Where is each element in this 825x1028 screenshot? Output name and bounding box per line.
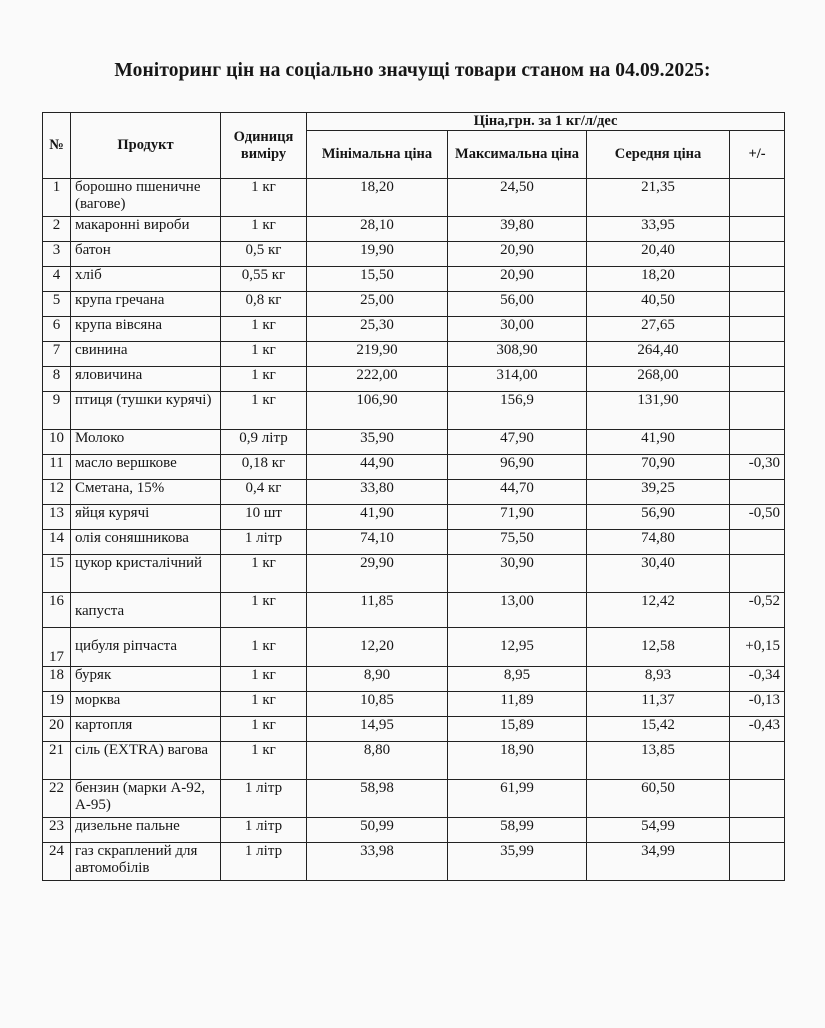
- avg-price: 34,99: [587, 843, 730, 881]
- row-number: 3: [43, 242, 71, 267]
- table-row: [43, 555, 785, 593]
- min-price: 8,80: [307, 742, 448, 780]
- avg-price: 15,42: [587, 717, 730, 742]
- unit-of-measure: 1 кг: [221, 367, 307, 392]
- avg-price: 264,40: [587, 342, 730, 367]
- price-monitoring-table: [42, 112, 785, 881]
- product-name: батон: [71, 242, 221, 267]
- row-number: 16: [43, 593, 71, 628]
- row-number: 17: [43, 628, 71, 667]
- avg-price: 70,90: [587, 455, 730, 480]
- max-price: 11,89: [448, 692, 587, 717]
- column-header-avg-price: Середня ціна: [587, 131, 730, 179]
- avg-price: 30,40: [587, 555, 730, 593]
- row-number: 22: [43, 780, 71, 818]
- min-price: 8,90: [307, 667, 448, 692]
- avg-price: 11,37: [587, 692, 730, 717]
- price-change: [730, 480, 785, 505]
- min-price: 33,98: [307, 843, 448, 881]
- row-number: 19: [43, 692, 71, 717]
- unit-of-measure: 1 кг: [221, 317, 307, 342]
- table-row: [43, 742, 785, 780]
- table-row: [43, 317, 785, 342]
- product-name: борошно пшеничне (вагове): [71, 179, 221, 217]
- price-change: [730, 780, 785, 818]
- product-name: газ скраплений для автомобілів: [71, 843, 221, 881]
- avg-price: 13,85: [587, 742, 730, 780]
- row-number: 4: [43, 267, 71, 292]
- row-number: 14: [43, 530, 71, 555]
- min-price: 58,98: [307, 780, 448, 818]
- avg-price: 60,50: [587, 780, 730, 818]
- unit-of-measure: 1 кг: [221, 179, 307, 217]
- product-name: олія соняшникова: [71, 530, 221, 555]
- table-row: [43, 780, 785, 818]
- max-price: 75,50: [448, 530, 587, 555]
- max-price: 61,99: [448, 780, 587, 818]
- row-number: 23: [43, 818, 71, 843]
- min-price: 25,30: [307, 317, 448, 342]
- table-row: [43, 593, 785, 628]
- table-row: [43, 692, 785, 717]
- header-row-group: [43, 113, 785, 131]
- product-name: морква: [71, 692, 221, 717]
- avg-price: 12,58: [587, 628, 730, 667]
- max-price: 12,95: [448, 628, 587, 667]
- min-price: 14,95: [307, 717, 448, 742]
- row-number: 2: [43, 217, 71, 242]
- min-price: 15,50: [307, 267, 448, 292]
- min-price: 29,90: [307, 555, 448, 593]
- product-name: яловичина: [71, 367, 221, 392]
- max-price: 39,80: [448, 217, 587, 242]
- max-price: 20,90: [448, 242, 587, 267]
- price-change: [730, 317, 785, 342]
- price-change: +0,15: [730, 628, 785, 667]
- row-number: 1: [43, 179, 71, 217]
- max-price: 8,95: [448, 667, 587, 692]
- price-change: -0,34: [730, 667, 785, 692]
- min-price: 50,99: [307, 818, 448, 843]
- avg-price: 18,20: [587, 267, 730, 292]
- avg-price: 27,65: [587, 317, 730, 342]
- unit-of-measure: 0,55 кг: [221, 267, 307, 292]
- unit-of-measure: 1 літр: [221, 843, 307, 881]
- table-row: [43, 530, 785, 555]
- min-price: 35,90: [307, 430, 448, 455]
- column-header-change: +/-: [730, 131, 785, 179]
- min-price: 28,10: [307, 217, 448, 242]
- table-row: [43, 267, 785, 292]
- price-change: -0,13: [730, 692, 785, 717]
- min-price: 222,00: [307, 367, 448, 392]
- max-price: 20,90: [448, 267, 587, 292]
- unit-of-measure: 0,8 кг: [221, 292, 307, 317]
- unit-of-measure: 1 літр: [221, 818, 307, 843]
- max-price: 30,00: [448, 317, 587, 342]
- page-title: Моніторинг цін на соціально значущі товари станом на 04.09.2025:: [114, 60, 711, 81]
- row-number: 18: [43, 667, 71, 692]
- unit-of-measure: 1 кг: [221, 392, 307, 430]
- max-price: 24,50: [448, 179, 587, 217]
- max-price: 308,90: [448, 342, 587, 367]
- table-row: [43, 505, 785, 530]
- min-price: 19,90: [307, 242, 448, 267]
- price-change: -0,52: [730, 593, 785, 628]
- row-number: 11: [43, 455, 71, 480]
- max-price: 58,99: [448, 818, 587, 843]
- price-change: [730, 217, 785, 242]
- min-price: 33,80: [307, 480, 448, 505]
- row-number: 13: [43, 505, 71, 530]
- avg-price: 131,90: [587, 392, 730, 430]
- row-number: 6: [43, 317, 71, 342]
- unit-of-measure: 10 шт: [221, 505, 307, 530]
- unit-of-measure: 1 кг: [221, 555, 307, 593]
- row-number: 21: [43, 742, 71, 780]
- column-header-max-price: Максимальна ціна: [448, 131, 587, 179]
- price-change: [730, 430, 785, 455]
- unit-of-measure: 0,18 кг: [221, 455, 307, 480]
- min-price: 219,90: [307, 342, 448, 367]
- table-row: [43, 667, 785, 692]
- table-row: [43, 455, 785, 480]
- row-number: 24: [43, 843, 71, 881]
- avg-price: 33,95: [587, 217, 730, 242]
- column-group-header-price: Ціна,грн. за 1 кг/л/дес: [307, 113, 785, 131]
- unit-of-measure: 1 кг: [221, 667, 307, 692]
- avg-price: 41,90: [587, 430, 730, 455]
- unit-of-measure: 1 літр: [221, 780, 307, 818]
- price-change: [730, 555, 785, 593]
- price-change: [730, 530, 785, 555]
- price-change: [730, 267, 785, 292]
- table-row: [43, 367, 785, 392]
- product-name: цибуля ріпчаста: [71, 628, 221, 667]
- price-change: -0,50: [730, 505, 785, 530]
- min-price: 44,90: [307, 455, 448, 480]
- table-row: [43, 480, 785, 505]
- product-name: капуста: [71, 593, 221, 628]
- avg-price: 56,90: [587, 505, 730, 530]
- price-change: [730, 367, 785, 392]
- product-name: птиця (тушки курячі): [71, 392, 221, 430]
- unit-of-measure: 1 кг: [221, 217, 307, 242]
- table-row: [43, 430, 785, 455]
- price-change: [730, 742, 785, 780]
- table-row: [43, 217, 785, 242]
- table-row: [43, 628, 785, 667]
- min-price: 12,20: [307, 628, 448, 667]
- row-number: 12: [43, 480, 71, 505]
- min-price: 74,10: [307, 530, 448, 555]
- unit-of-measure: 1 кг: [221, 628, 307, 667]
- avg-price: 268,00: [587, 367, 730, 392]
- avg-price: 40,50: [587, 292, 730, 317]
- min-price: 10,85: [307, 692, 448, 717]
- max-price: 56,00: [448, 292, 587, 317]
- product-name: сіль (EXTRA) вагова: [71, 742, 221, 780]
- price-change: [730, 292, 785, 317]
- avg-price: 12,42: [587, 593, 730, 628]
- row-number: 5: [43, 292, 71, 317]
- max-price: 47,90: [448, 430, 587, 455]
- unit-of-measure: 1 літр: [221, 530, 307, 555]
- product-name: Сметана, 15%: [71, 480, 221, 505]
- table-row: [43, 242, 785, 267]
- max-price: 314,00: [448, 367, 587, 392]
- row-number: 10: [43, 430, 71, 455]
- unit-of-measure: 0,4 кг: [221, 480, 307, 505]
- price-change: [730, 242, 785, 267]
- avg-price: 54,99: [587, 818, 730, 843]
- row-number: 7: [43, 342, 71, 367]
- max-price: 35,99: [448, 843, 587, 881]
- product-name: бензин (марки А-92, А-95): [71, 780, 221, 818]
- product-name: картопля: [71, 717, 221, 742]
- product-name: крупа вівсяна: [71, 317, 221, 342]
- unit-of-measure: 1 кг: [221, 593, 307, 628]
- product-name: дизельне пальне: [71, 818, 221, 843]
- table-row: [43, 179, 785, 217]
- max-price: 15,89: [448, 717, 587, 742]
- column-header-min-price: Мінімальна ціна: [307, 131, 448, 179]
- table-row: [43, 392, 785, 430]
- max-price: 13,00: [448, 593, 587, 628]
- row-number: 8: [43, 367, 71, 392]
- price-change: [730, 179, 785, 217]
- row-number: 9: [43, 392, 71, 430]
- product-name: макаронні вироби: [71, 217, 221, 242]
- max-price: 30,90: [448, 555, 587, 593]
- table-row: [43, 843, 785, 881]
- product-name: цукор кристалічний: [71, 555, 221, 593]
- max-price: 156,9: [448, 392, 587, 430]
- min-price: 18,20: [307, 179, 448, 217]
- unit-of-measure: 0,9 літр: [221, 430, 307, 455]
- table-body: [43, 179, 785, 881]
- table-row: [43, 818, 785, 843]
- table-row: [43, 717, 785, 742]
- price-change: [730, 342, 785, 367]
- column-header-number: №: [43, 113, 71, 179]
- max-price: 96,90: [448, 455, 587, 480]
- unit-of-measure: 1 кг: [221, 342, 307, 367]
- price-change: -0,43: [730, 717, 785, 742]
- row-number: 15: [43, 555, 71, 593]
- avg-price: 8,93: [587, 667, 730, 692]
- min-price: 25,00: [307, 292, 448, 317]
- max-price: 44,70: [448, 480, 587, 505]
- product-name: хліб: [71, 267, 221, 292]
- max-price: 71,90: [448, 505, 587, 530]
- max-price: 18,90: [448, 742, 587, 780]
- unit-of-measure: 1 кг: [221, 717, 307, 742]
- product-name: масло вершкове: [71, 455, 221, 480]
- column-header-unit: Одиниця виміру: [221, 113, 307, 179]
- avg-price: 20,40: [587, 242, 730, 267]
- min-price: 106,90: [307, 392, 448, 430]
- min-price: 11,85: [307, 593, 448, 628]
- avg-price: 74,80: [587, 530, 730, 555]
- table-row: [43, 292, 785, 317]
- table-row: [43, 342, 785, 367]
- price-change: [730, 843, 785, 881]
- product-name: свинина: [71, 342, 221, 367]
- column-header-product: Продукт: [71, 113, 221, 179]
- avg-price: 21,35: [587, 179, 730, 217]
- avg-price: 39,25: [587, 480, 730, 505]
- price-change: [730, 818, 785, 843]
- product-name: крупа гречана: [71, 292, 221, 317]
- unit-of-measure: 0,5 кг: [221, 242, 307, 267]
- price-change: [730, 392, 785, 430]
- product-name: буряк: [71, 667, 221, 692]
- price-change: -0,30: [730, 455, 785, 480]
- unit-of-measure: 1 кг: [221, 692, 307, 717]
- unit-of-measure: 1 кг: [221, 742, 307, 780]
- min-price: 41,90: [307, 505, 448, 530]
- row-number: 20: [43, 717, 71, 742]
- product-name: Молоко: [71, 430, 221, 455]
- product-name: яйця курячі: [71, 505, 221, 530]
